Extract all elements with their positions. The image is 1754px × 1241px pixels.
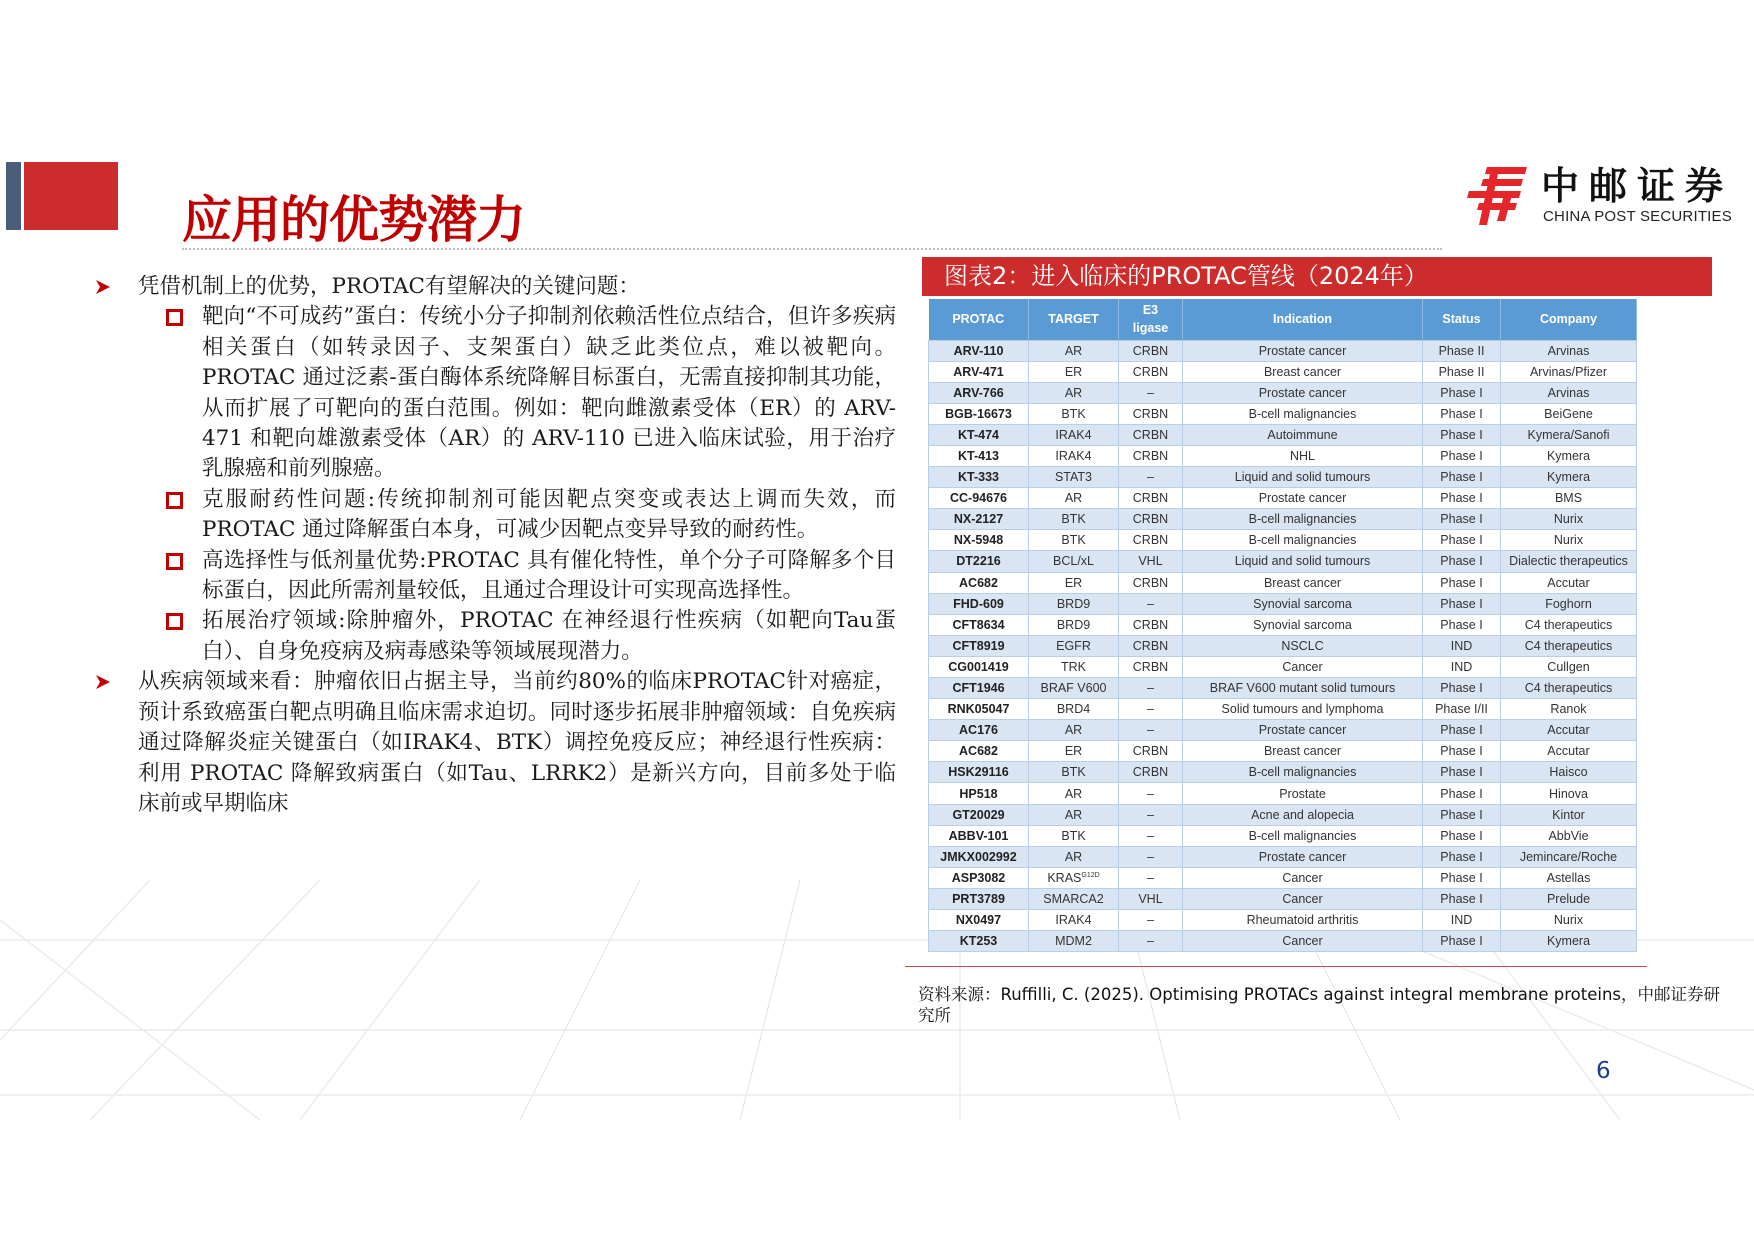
table-cell-indication: NSCLC — [1183, 635, 1423, 656]
table-cell-company: Arvinas — [1501, 340, 1637, 361]
table-cell-e3-ligase: CRBN — [1119, 741, 1183, 762]
table-cell-indication: Solid tumours and lymphoma — [1183, 699, 1423, 720]
table-cell-status: Phase I — [1423, 846, 1501, 867]
table-row — [929, 867, 1637, 888]
sub-bullet-point: 克服耐药性问题:传统抑制剂可能因靶点突变或表达上调而失效，而 PROTAC 通过降解蛋白本身，可减少因靶点变异导致的耐药性。 — [96, 485, 896, 546]
table-cell-indication: B-cell malignancies — [1183, 825, 1423, 846]
table-cell-e3-ligase: – — [1119, 678, 1183, 699]
table-cell-protac: PRT3789 — [929, 888, 1029, 909]
table-cell-status: Phase I — [1423, 741, 1501, 762]
table-cell-e3-ligase: CRBN — [1119, 361, 1183, 382]
table-cell-indication: B-cell malignancies — [1183, 403, 1423, 424]
column-header: E3 ligase — [1119, 299, 1183, 340]
table-cell-target: BTK — [1029, 403, 1119, 424]
accent-bar-red — [24, 162, 118, 230]
table-cell-target: BTK — [1029, 530, 1119, 551]
table-cell-indication: Synovial sarcoma — [1183, 614, 1423, 635]
table-cell-protac: DT2216 — [929, 551, 1029, 572]
table-cell-target: $KRAS^{G12D}$ — [1029, 867, 1119, 888]
table-row — [929, 762, 1637, 783]
table-row — [929, 530, 1637, 551]
table-cell-status: Phase I — [1423, 762, 1501, 783]
table-cell-protac: ARV-471 — [929, 361, 1029, 382]
table-row — [929, 910, 1637, 931]
table-row — [929, 888, 1637, 909]
table-cell-indication: Autoimmune — [1183, 424, 1423, 445]
table-cell-target: BCL/xL — [1029, 551, 1119, 572]
table-row — [929, 699, 1637, 720]
table-cell-e3-ligase: – — [1119, 699, 1183, 720]
table-cell-company: AbbVie — [1501, 825, 1637, 846]
table-cell-e3-ligase: – — [1119, 825, 1183, 846]
table-cell-e3-ligase: CRBN — [1119, 403, 1183, 424]
table-row — [929, 741, 1637, 762]
table-row — [929, 931, 1637, 952]
table-cell-target: IRAK4 — [1029, 424, 1119, 445]
table-cell-target: BRD9 — [1029, 593, 1119, 614]
table-cell-indication: Cancer — [1183, 888, 1423, 909]
table-row — [929, 445, 1637, 466]
table-cell-indication: Acne and alopecia — [1183, 804, 1423, 825]
table-cell-company: Accutar — [1501, 720, 1637, 741]
table-row — [929, 825, 1637, 846]
table-cell-target: ER — [1029, 361, 1119, 382]
table-cell-e3-ligase: – — [1119, 867, 1183, 888]
table-cell-company: Haisco — [1501, 762, 1637, 783]
arrow-bullet-icon — [96, 280, 110, 294]
table-cell-status: Phase I — [1423, 467, 1501, 488]
table-cell-e3-ligase: – — [1119, 804, 1183, 825]
table-cell-status: Phase I — [1423, 931, 1501, 952]
table-cell-e3-ligase: CRBN — [1119, 424, 1183, 445]
table-cell-e3-ligase: – — [1119, 931, 1183, 952]
table-cell-status: Phase I — [1423, 720, 1501, 741]
table-cell-e3-ligase: – — [1119, 467, 1183, 488]
table-cell-status: Phase I — [1423, 572, 1501, 593]
table-cell-e3-ligase: CRBN — [1119, 509, 1183, 530]
table-cell-indication: Prostate cancer — [1183, 846, 1423, 867]
table-row — [929, 720, 1637, 741]
table-cell-indication: Breast cancer — [1183, 572, 1423, 593]
table-cell-e3-ligase: CRBN — [1119, 488, 1183, 509]
table-cell-company: Hinova — [1501, 783, 1637, 804]
table-cell-status: Phase I — [1423, 488, 1501, 509]
table-cell-protac: ABBV-101 — [929, 825, 1029, 846]
table-cell-indication: Cancer — [1183, 931, 1423, 952]
square-bullet-icon — [166, 613, 183, 630]
table-cell-company: Cullgen — [1501, 656, 1637, 677]
table-cell-status: Phase I — [1423, 593, 1501, 614]
table-cell-company: BMS — [1501, 488, 1637, 509]
bullet-point: 凭借机制上的优势，PROTAC有望解决的关键问题： — [96, 272, 896, 302]
table-cell-status: Phase I — [1423, 509, 1501, 530]
table-cell-target: AR — [1029, 340, 1119, 361]
table-cell-target: AR — [1029, 382, 1119, 403]
table-row — [929, 804, 1637, 825]
table-cell-target: BTK — [1029, 509, 1119, 530]
body-text — [96, 272, 896, 819]
table-row — [929, 783, 1637, 804]
column-header: Company — [1501, 299, 1637, 340]
table-cell-e3-ligase: – — [1119, 910, 1183, 931]
table-cell-company: Arvinas/Pfizer — [1501, 361, 1637, 382]
table-cell-indication: B-cell malignancies — [1183, 762, 1423, 783]
table-cell-e3-ligase: CRBN — [1119, 572, 1183, 593]
table-cell-e3-ligase: VHL — [1119, 888, 1183, 909]
table-cell-indication: Breast cancer — [1183, 361, 1423, 382]
table-row — [929, 403, 1637, 424]
table-cell-status: Phase II — [1423, 361, 1501, 382]
table-cell-indication: NHL — [1183, 445, 1423, 466]
table-cell-e3-ligase: VHL — [1119, 551, 1183, 572]
square-bullet-icon — [166, 309, 183, 326]
table-cell-protac: NX-5948 — [929, 530, 1029, 551]
table-cell-indication: Prostate cancer — [1183, 382, 1423, 403]
table-cell-protac: KT-474 — [929, 424, 1029, 445]
table-cell-company: Arvinas — [1501, 382, 1637, 403]
table-cell-indication: Prostate cancer — [1183, 340, 1423, 361]
table-cell-status: Phase I — [1423, 825, 1501, 846]
table-cell-indication: Cancer — [1183, 656, 1423, 677]
table-cell-target: IRAK4 — [1029, 445, 1119, 466]
page-number: 6 — [1596, 1058, 1611, 1084]
table-row — [929, 593, 1637, 614]
table-cell-company: C4 therapeutics — [1501, 678, 1637, 699]
table-cell-protac: AC682 — [929, 741, 1029, 762]
table-cell-protac: KT-333 — [929, 467, 1029, 488]
table-cell-e3-ligase: – — [1119, 720, 1183, 741]
table-row — [929, 551, 1637, 572]
table-cell-protac: ASP3082 — [929, 867, 1029, 888]
table-cell-protac: AC682 — [929, 572, 1029, 593]
table-row — [929, 656, 1637, 677]
company-logo — [1465, 163, 1735, 229]
table-cell-indication: Prostate — [1183, 783, 1423, 804]
table-cell-status: Phase I — [1423, 614, 1501, 635]
page-title: 应用的优势潜力 — [182, 191, 525, 249]
table-cell-status: Phase II — [1423, 340, 1501, 361]
figure-title-banner — [922, 257, 1712, 296]
table-cell-indication: B-cell malignancies — [1183, 530, 1423, 551]
table-row — [929, 424, 1637, 445]
table-cell-e3-ligase: CRBN — [1119, 530, 1183, 551]
table-cell-target: AR — [1029, 488, 1119, 509]
table-cell-company: Kymera — [1501, 445, 1637, 466]
column-header: Indication — [1183, 299, 1423, 340]
table-cell-target: BRD4 — [1029, 699, 1119, 720]
table-cell-target: ER — [1029, 572, 1119, 593]
table-cell-protac: ARV-110 — [929, 340, 1029, 361]
arrow-bullet-icon — [96, 675, 110, 689]
table-cell-company: Nurix — [1501, 509, 1637, 530]
square-bullet-icon — [166, 553, 183, 570]
table-cell-indication: Liquid and solid tumours — [1183, 467, 1423, 488]
accent-bar-dark — [6, 162, 21, 230]
table-cell-company: Kymera — [1501, 931, 1637, 952]
column-header: Status — [1423, 299, 1501, 340]
table-row — [929, 614, 1637, 635]
table-cell-indication: Cancer — [1183, 867, 1423, 888]
table-cell-status: Phase I — [1423, 867, 1501, 888]
table-cell-protac: ARV-766 — [929, 382, 1029, 403]
table-cell-indication: BRAF V600 mutant solid tumours — [1183, 678, 1423, 699]
table-cell-e3-ligase: CRBN — [1119, 340, 1183, 361]
table-cell-company: Foghorn — [1501, 593, 1637, 614]
table-cell-protac: KT253 — [929, 931, 1029, 952]
table-cell-e3-ligase: CRBN — [1119, 614, 1183, 635]
table-cell-indication: Synovial sarcoma — [1183, 593, 1423, 614]
column-header: TARGET — [1029, 299, 1119, 340]
table-cell-company: Dialectic therapeutics — [1501, 551, 1637, 572]
column-header: PROTAC — [929, 299, 1029, 340]
table-row — [929, 382, 1637, 403]
table-row — [929, 361, 1637, 382]
table-cell-target: STAT3 — [1029, 467, 1119, 488]
table-cell-company: Jemincare/Roche — [1501, 846, 1637, 867]
table-cell-target: BRAF V600 — [1029, 678, 1119, 699]
sub-bullet-point: 高选择性与低剂量优势:PROTAC 具有催化特性，单个分子可降解多个目标蛋白，因此所需剂量较低，且通过合理设计可实现高选择性。 — [96, 546, 896, 607]
table-cell-protac: HSK29116 — [929, 762, 1029, 783]
table-cell-status: Phase I — [1423, 783, 1501, 804]
table-cell-protac: CG001419 — [929, 656, 1029, 677]
table-row — [929, 846, 1637, 867]
china-post-logo-icon — [1465, 163, 1529, 227]
title-divider — [182, 248, 1442, 250]
sub-bullet-point: 拓展治疗领域:除肿瘤外，PROTAC 在神经退行性疾病（如靶向Tau蛋白）、自身免疫病及病毒感染等领域展现潜力。 — [96, 606, 896, 667]
source-divider — [905, 966, 1647, 967]
table-cell-company: Ranok — [1501, 699, 1637, 720]
table-cell-status: Phase I — [1423, 888, 1501, 909]
table-cell-company: C4 therapeutics — [1501, 614, 1637, 635]
table-cell-company: Accutar — [1501, 572, 1637, 593]
table-cell-status: Phase I — [1423, 530, 1501, 551]
table-cell-company: BeiGene — [1501, 403, 1637, 424]
table-cell-protac: GT20029 — [929, 804, 1029, 825]
table-cell-status: Phase I — [1423, 804, 1501, 825]
table-cell-target: AR — [1029, 846, 1119, 867]
table-cell-e3-ligase: CRBN — [1119, 656, 1183, 677]
table-cell-company: C4 therapeutics — [1501, 635, 1637, 656]
table-cell-e3-ligase: – — [1119, 783, 1183, 804]
table-cell-protac: NX0497 — [929, 910, 1029, 931]
table-cell-protac: RNK05047 — [929, 699, 1029, 720]
source-note: 资料来源：Ruffilli, C. (2025). Optimising PROTACs against integral membrane proteins，中邮证券研究所 — [918, 985, 1721, 1025]
table-cell-e3-ligase: – — [1119, 382, 1183, 403]
table-cell-status: Phase I — [1423, 424, 1501, 445]
table-cell-target: BTK — [1029, 762, 1119, 783]
square-bullet-icon — [166, 492, 183, 509]
table-cell-indication: Prostate cancer — [1183, 720, 1423, 741]
table-cell-status: IND — [1423, 656, 1501, 677]
table-cell-target: IRAK4 — [1029, 910, 1119, 931]
table-cell-indication: Breast cancer — [1183, 741, 1423, 762]
table-row — [929, 572, 1637, 593]
table-row — [929, 509, 1637, 530]
table-cell-protac: CC-94676 — [929, 488, 1029, 509]
table-cell-status: Phase I — [1423, 382, 1501, 403]
table-row — [929, 635, 1637, 656]
table-cell-protac: HP518 — [929, 783, 1029, 804]
table-cell-company: Astellas — [1501, 867, 1637, 888]
table-cell-indication: Prostate cancer — [1183, 488, 1423, 509]
bullet-point: 从疾病领域来看：肿瘤依旧占据主导，当前约80%的临床PROTAC针对癌症，预计系致癌蛋白靶点明确且临床需求迫切。同时逐步拓展非肿瘤领域：自免疾病通过降解炎症关键蛋白（如IRAK4、BTK）调控免疫反应；神经退行性疾病：利用 PROTAC 降解致病蛋白（如Tau、LRRK2）是新兴方向，目前多处于临床前或早期临床 — [96, 667, 896, 819]
table-cell-target: AR — [1029, 783, 1119, 804]
table-cell-company: Kymera/Sanofi — [1501, 424, 1637, 445]
table-cell-indication: B-cell malignancies — [1183, 509, 1423, 530]
table-cell-e3-ligase: CRBN — [1119, 635, 1183, 656]
table-cell-protac: KT-413 — [929, 445, 1029, 466]
table-cell-target: SMARCA2 — [1029, 888, 1119, 909]
table-cell-target: MDM2 — [1029, 931, 1119, 952]
table-row — [929, 340, 1637, 361]
table-cell-company: Nurix — [1501, 910, 1637, 931]
figure-title: 图表2：进入临床的PROTAC管线（2024年） — [944, 262, 1428, 290]
table-cell-status: Phase I — [1423, 445, 1501, 466]
table-cell-status: Phase I — [1423, 678, 1501, 699]
table-cell-protac: CFT8634 — [929, 614, 1029, 635]
table-cell-protac: FHD-609 — [929, 593, 1029, 614]
table-cell-target: AR — [1029, 720, 1119, 741]
table-row — [929, 467, 1637, 488]
table-cell-protac: BGB-16673 — [929, 403, 1029, 424]
table-cell-protac: CFT1946 — [929, 678, 1029, 699]
table-cell-indication: Liquid and solid tumours — [1183, 551, 1423, 572]
logo-text-en: CHINA POST SECURITIES — [1543, 208, 1732, 225]
table-cell-target: BRD9 — [1029, 614, 1119, 635]
table-cell-status: Phase I — [1423, 551, 1501, 572]
table-cell-target: TRK — [1029, 656, 1119, 677]
table-cell-company: Accutar — [1501, 741, 1637, 762]
logo-text-cn: 中邮证券 — [1541, 164, 1734, 208]
table-cell-company: Kintor — [1501, 804, 1637, 825]
table-cell-indication: Rheumatoid arthritis — [1183, 910, 1423, 931]
table-cell-status: Phase I/II — [1423, 699, 1501, 720]
table-cell-status: IND — [1423, 635, 1501, 656]
table-cell-target: BTK — [1029, 825, 1119, 846]
sub-bullet-point: 靶向“不可成药”蛋白：传统小分子抑制剂依赖活性位点结合，但许多疾病相关蛋白（如转录因子、支架蛋白）缺乏此类位点，难以被靶向。PROTAC 通过泛素-蛋白酶体系统降解目标蛋白，无需直接抑制其功能，从而扩展了可靶向的蛋白范围。例如：靶向雌激素受体（ER）的 ARV-471 和靶向雄激素受体（AR）的 ARV-110 已进入临床试验，用于治疗乳腺癌和前列腺癌。 — [96, 302, 896, 484]
table-cell-protac: NX-2127 — [929, 509, 1029, 530]
protac-pipeline-table — [928, 299, 1636, 952]
table-cell-company: Nurix — [1501, 530, 1637, 551]
table-cell-status: Phase I — [1423, 403, 1501, 424]
table-header-row — [929, 299, 1637, 340]
table-cell-company: Prelude — [1501, 888, 1637, 909]
table-cell-status: IND — [1423, 910, 1501, 931]
table-cell-target: AR — [1029, 804, 1119, 825]
table-row — [929, 488, 1637, 509]
table-cell-target: ER — [1029, 741, 1119, 762]
table-cell-e3-ligase: CRBN — [1119, 762, 1183, 783]
table-body — [929, 340, 1637, 952]
table-cell-target: EGFR — [1029, 635, 1119, 656]
table-cell-protac: JMKX002992 — [929, 846, 1029, 867]
table-row — [929, 678, 1637, 699]
table-cell-e3-ligase: – — [1119, 593, 1183, 614]
table-cell-protac: AC176 — [929, 720, 1029, 741]
table-cell-protac: CFT8919 — [929, 635, 1029, 656]
table-cell-e3-ligase: CRBN — [1119, 445, 1183, 466]
table-cell-company: Kymera — [1501, 467, 1637, 488]
table-cell-e3-ligase: – — [1119, 846, 1183, 867]
